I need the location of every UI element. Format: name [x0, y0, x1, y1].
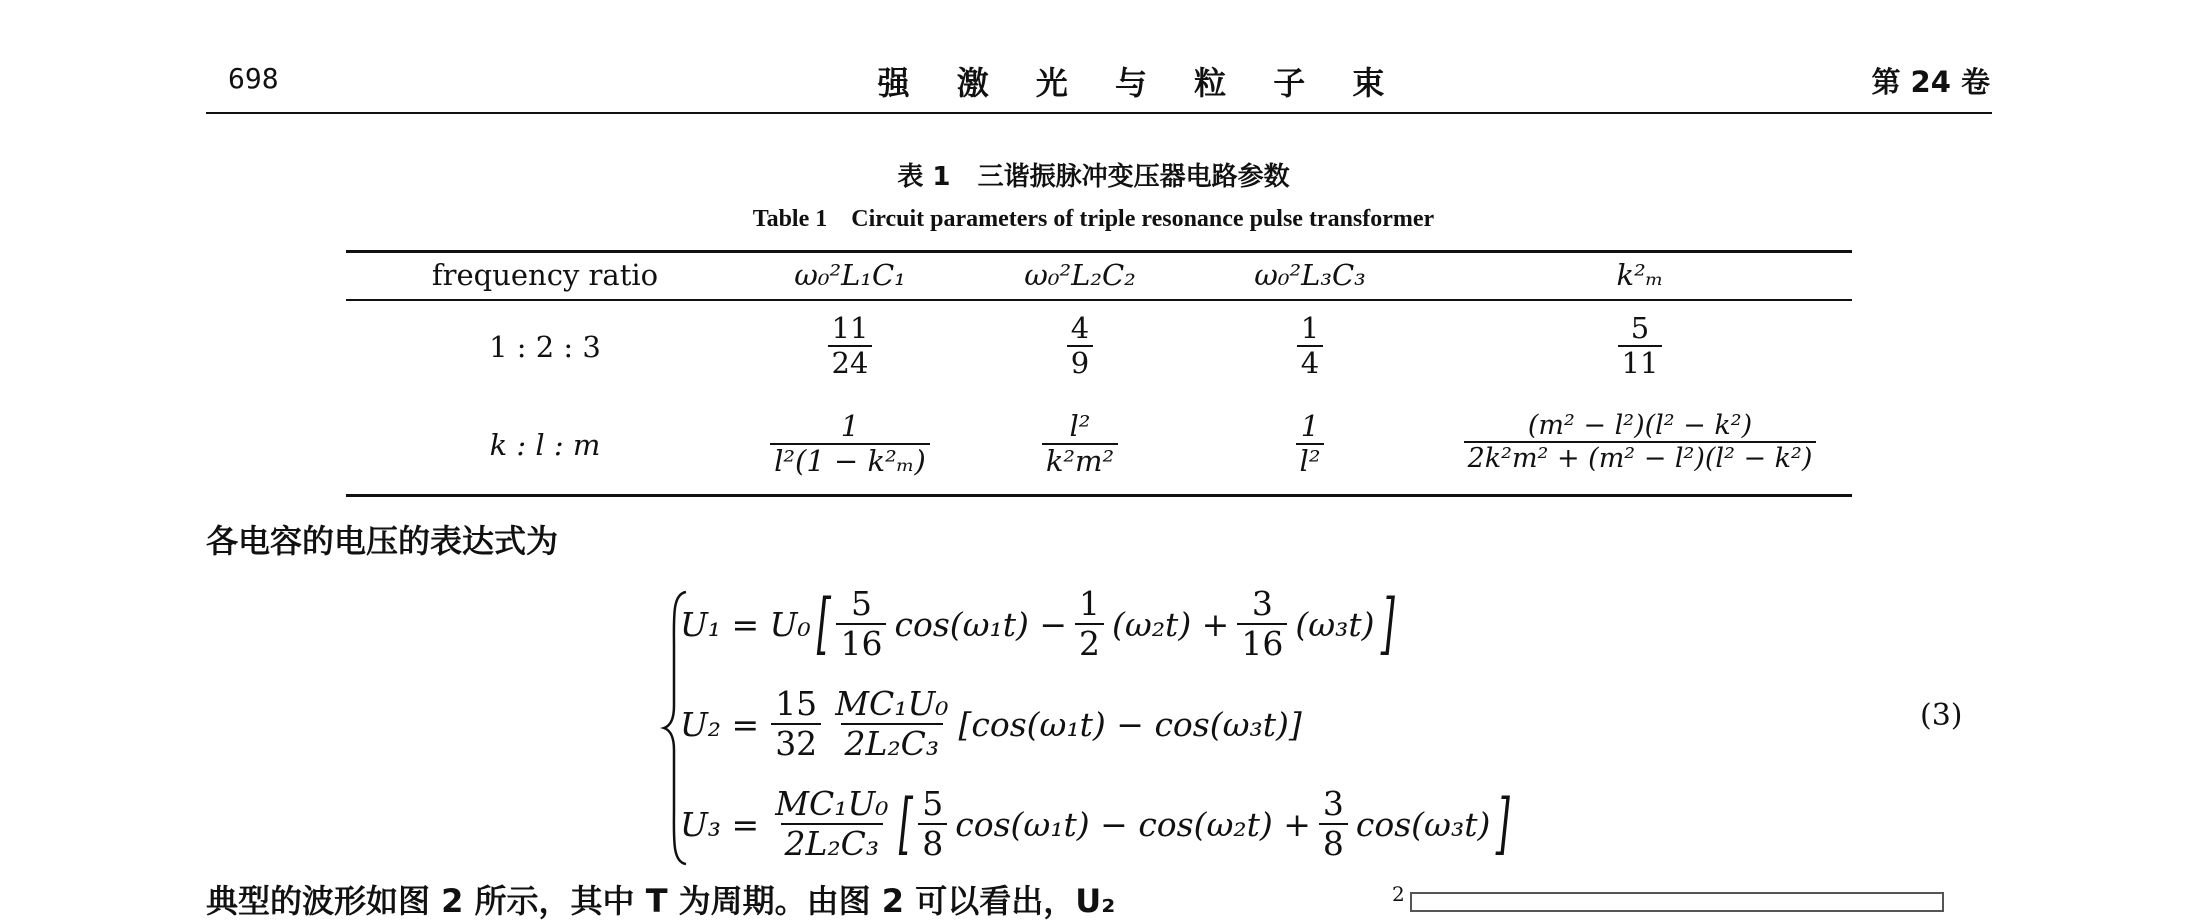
table-header-col3: ω₀²L₂C₂	[1024, 258, 1136, 292]
fraction-numerator: 5	[1630, 311, 1650, 345]
table-row-2-col5	[1420, 410, 1860, 474]
table-row-2-col2	[720, 410, 980, 479]
fraction-numerator: 1	[1300, 311, 1320, 345]
eq1-term1: cos(ω₁t) −	[894, 604, 1068, 644]
fraction-denominator: 2	[1075, 623, 1104, 663]
eq2-lhs: U₂ =	[680, 704, 760, 744]
fraction-numerator: 1	[1079, 584, 1101, 624]
table-caption-cn: 表 1 三谐振脉冲变压器电路参数	[897, 162, 1290, 192]
fraction-denominator: k²m²	[1042, 443, 1118, 478]
fraction-numerator: 1	[1300, 409, 1320, 443]
volume-label: 第 24 卷	[1871, 65, 1990, 99]
eq3-term1: cos(ω₁t) − cos(ω₂t) +	[955, 804, 1311, 844]
table-row-2-col4	[1200, 410, 1420, 479]
page-number: 698	[228, 62, 279, 95]
fraction-denominator: 8	[918, 823, 947, 863]
fraction-numerator: 5	[850, 584, 872, 624]
fraction-numerator: 3	[1251, 584, 1273, 624]
eq3-term2: cos(ω₃t)	[1355, 804, 1491, 844]
fraction-denominator: 4	[1297, 345, 1323, 380]
fraction-denominator: 16	[836, 623, 886, 663]
bracket-left-icon: [	[898, 785, 913, 862]
fraction-numerator: 1	[840, 409, 860, 443]
fraction-numerator: (m² − l²)(l² − k²)	[1527, 410, 1753, 441]
eq1-lhs: U₁ = U₀	[680, 604, 811, 644]
fraction-denominator: 32	[771, 723, 821, 763]
eq1-term3: (ω₃t)	[1295, 604, 1375, 644]
table-header-frequency-ratio: frequency ratio	[431, 258, 659, 292]
table-row-1-col4	[1200, 312, 1420, 381]
fraction-denominator: 2k²m² + (m² − l²)(l² − k²)	[1464, 441, 1817, 474]
eq2-term1: [cos(ω₁t) − cos(ω₃t)]	[958, 704, 1302, 744]
intro-text: 各电容的电压的表达式为	[206, 522, 559, 560]
fraction-numerator: 15	[775, 684, 818, 724]
fraction-numerator: MC₁U₀	[775, 784, 889, 824]
bottom-text-line: 典型的波形如图 2 所示，其中 T 为周期。由图 2 可以看出，U₂	[206, 882, 1116, 920]
equation-u3	[680, 784, 1516, 864]
equation-u2	[680, 684, 1302, 764]
table-row-2-ratio: k : l : m	[489, 428, 601, 462]
eq3-lhs: U₃ =	[680, 804, 760, 844]
fraction-denominator: 2L₂C₃	[841, 723, 944, 763]
fraction-denominator: 24	[828, 345, 873, 380]
table-header-col4: ω₀²L₃C₃	[1254, 258, 1366, 292]
bracket-right-icon: ]	[1380, 585, 1395, 662]
table-top-rule	[346, 250, 1852, 253]
fraction-numerator: 11	[831, 311, 869, 345]
fraction-numerator: 5	[922, 784, 944, 824]
table-caption-en: Table 1 Circuit parameters of triple resonance pulse transformer	[752, 206, 1435, 232]
bracket-right-icon: ]	[1496, 785, 1511, 862]
figure-frame-partial	[1410, 892, 1944, 912]
table-header-col5: k²ₘ	[1616, 258, 1664, 292]
table-row-1-col5	[1520, 312, 1760, 381]
table-row-1-ratio: 1 : 2 : 3	[489, 330, 601, 364]
fraction-denominator: 16	[1237, 623, 1287, 663]
table-row-1-col2	[740, 312, 960, 381]
equation-number: (3)	[1920, 698, 1963, 733]
table-header-rule	[346, 299, 1852, 301]
fraction-denominator: 2L₂C₃	[781, 823, 884, 863]
table-row-1-col3	[970, 312, 1190, 381]
fraction-denominator: 9	[1067, 345, 1093, 380]
journal-title: 强 激 光 与 粒 子 束	[877, 64, 1403, 102]
table-header-col2: ω₀²L₁C₁	[794, 258, 906, 292]
fraction-denominator: 11	[1618, 345, 1663, 380]
fraction-denominator: l²(1 − k²ₘ)	[770, 443, 930, 478]
figure-axis-tick: 2	[1392, 882, 1405, 906]
header-rule	[206, 112, 1992, 114]
eq1-term2: (ω₂t) +	[1112, 604, 1230, 644]
table-row-2-col3	[970, 410, 1190, 479]
table-bottom-rule	[346, 494, 1852, 497]
fraction-numerator: 4	[1070, 311, 1090, 345]
bracket-left-icon: [	[816, 585, 831, 662]
fraction-denominator: 8	[1319, 823, 1348, 863]
fraction-denominator: l²	[1296, 443, 1325, 478]
fraction-numerator: 3	[1322, 784, 1344, 824]
fraction-numerator: MC₁U₀	[835, 684, 949, 724]
fraction-numerator: l²	[1069, 409, 1091, 443]
equation-u1	[680, 584, 1400, 664]
